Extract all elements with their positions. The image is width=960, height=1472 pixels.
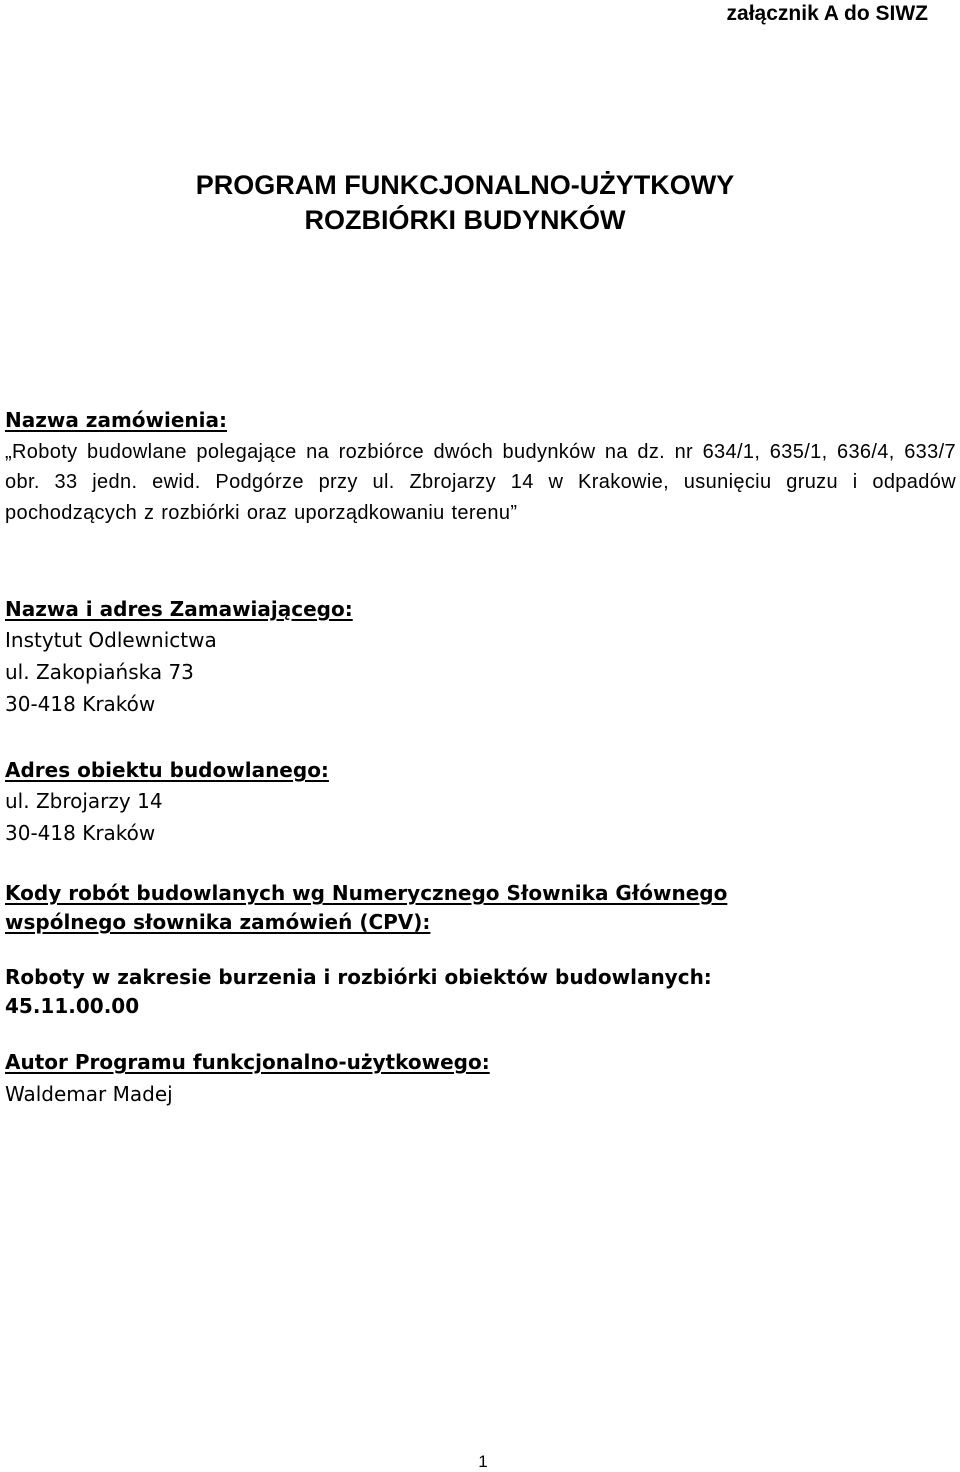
building-address-city: 30-418 Kraków [5, 821, 156, 845]
page-number: 1 [478, 1452, 488, 1471]
building-address-heading: Adres obiektu budowlanego: [5, 758, 329, 782]
cpv-works-label: Roboty w zakresie burzenia i rozbiórki obiektów budowlanych: [5, 965, 712, 989]
ordering-party-street: ul. Zakopiańska 73 [5, 660, 194, 684]
cpv-code: 45.11.00.00 [5, 994, 140, 1018]
order-name-text: „Roboty budowlane polegające na rozbiórce dwóch budynków na dz. nr 634/1, 635/1, 636/4, 633/7 obr. 33 jedn. ewid. Podgórze przy ul. Zbrojarzy 14 w Krakowie, usunięciu gruzu i odpadów pochodzących z rozbiórki oraz uporządkowaniu terenu” [5, 441, 956, 524]
document-title-line-1: PROGRAM FUNKCJONALNO-UŻYTKOWY [195, 170, 735, 200]
document-title-line-2: ROZBIÓRKI BUDYNKÓW [304, 205, 626, 235]
ordering-party-heading: Nazwa i adres Zamawiającego: [5, 597, 353, 621]
cpv-heading-line-2: wspólnego słownika zamówień (CPV): [5, 910, 431, 934]
ordering-party-name: Instytut Odlewnictwa [5, 628, 217, 652]
cpv-heading-line-1: Kody robót budowlanych wg Numerycznego Słownika Głównego [5, 881, 728, 905]
building-address-street: ul. Zbrojarzy 14 [5, 789, 163, 813]
attachment-label: załącznik A do SIWZ [726, 2, 928, 25]
order-name-heading: Nazwa zamówienia: [5, 408, 228, 432]
ordering-party-city: 30-418 Kraków [5, 692, 156, 716]
author-heading: Autor Programu funkcjonalno-użytkowego: [5, 1050, 490, 1074]
author-name: Waldemar Madej [5, 1082, 173, 1106]
